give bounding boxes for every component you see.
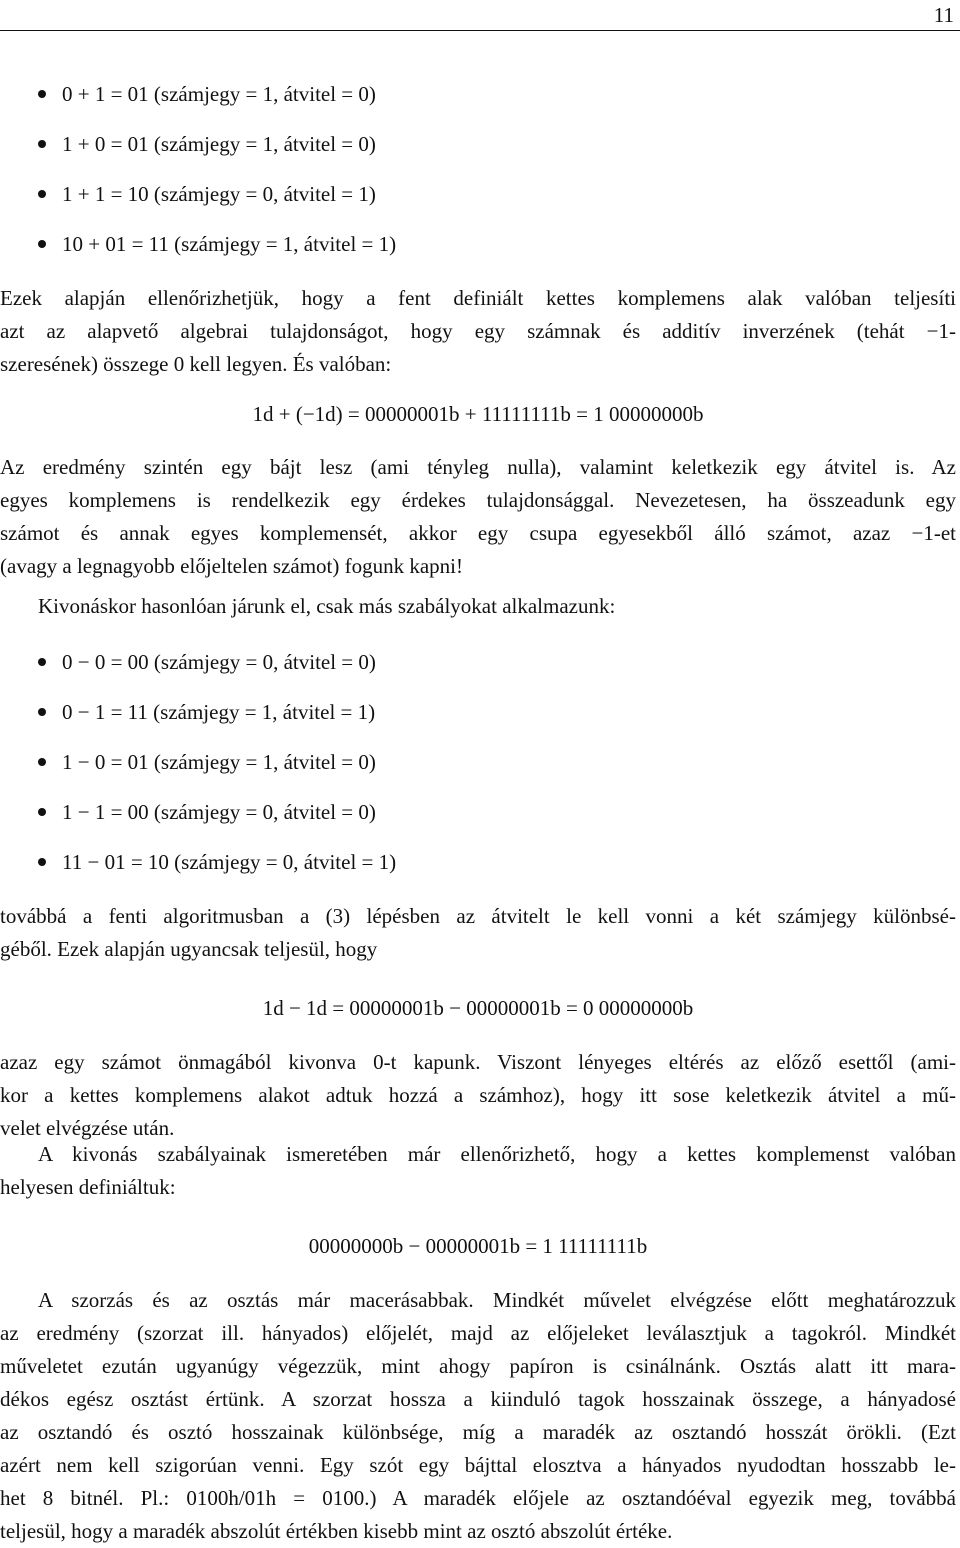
bullet-icon	[38, 858, 46, 866]
header-rule	[0, 30, 960, 31]
page-number: 11	[933, 3, 954, 27]
list-item	[38, 798, 376, 826]
list-item-text: 0 + 1 = 01 (számjegy = 1, átvitel = 0)	[62, 82, 376, 106]
list-item-text: 0 − 1 = 11 (számjegy = 1, átvitel = 1)	[62, 700, 376, 724]
list-item	[38, 748, 376, 776]
list-item-text: 1 − 1 = 00 (számjegy = 0, átvitel = 0)	[62, 800, 376, 824]
text-line: továbbá a fenti algoritmusban a (3) lépésben az átvitelt le kell vonni a két számjegy különbsé-	[0, 904, 956, 928]
bullet-icon	[38, 658, 46, 666]
bullet-icon	[38, 140, 46, 148]
bullet-icon	[38, 240, 46, 248]
list-item-text: 11 − 01 = 10 (számjegy = 0, átvitel = 1)	[62, 850, 397, 874]
bullet-icon	[38, 708, 46, 716]
text-line: Az eredmény szintén egy bájt lesz (ami tényleg nulla), valamint keletkezik egy átvitel is. Az	[0, 455, 956, 479]
list-item-text: 1 + 1 = 10 (számjegy = 0, átvitel = 1)	[62, 182, 376, 206]
list-item-text: 1 + 0 = 01 (számjegy = 1, átvitel = 0)	[62, 132, 376, 156]
bullet-icon	[38, 190, 46, 198]
paragraph-multiplication-division	[0, 1284, 956, 1548]
paragraph-subtraction-intro	[0, 590, 956, 623]
text-line: azt az alapvető algebrai tulajdonságot, hogy egy számnak és additív inverzének (tehát −1-	[0, 319, 956, 343]
list-item-text: 0 − 0 = 00 (számjegy = 0, átvitel = 0)	[62, 650, 376, 674]
text-line: számot és annak egyes komplemensét, akkor egy csupa egyesekből álló számot, azaz −1-et	[0, 521, 956, 545]
text-line: géből. Ezek alapján ugyancsak teljesül, hogy	[0, 937, 378, 961]
text-line: Ezek alapján ellenőrizhetjük, hogy a fent definiált kettes komplemens alak valóban teljesíti	[0, 286, 956, 310]
text-line: kor a kettes komplemens alakot adtuk hozzá a számhoz), hogy itt sose keletkezik átvitel a mű-	[0, 1083, 956, 1107]
text-line: az eredmény (szorzat ill. hányados) előjelét, majd az előjeleket leválasztjuk a tagokról. Mindkét	[0, 1321, 956, 1345]
formula-additive-inverse: 1d + (−1d) = 00000001b + 11111111b = 1 00000000b	[252, 402, 704, 426]
list-item-text: 10 + 01 = 11 (számjegy = 1, átvitel = 1)	[62, 232, 397, 256]
text-line: (avagy a legnagyobb előjeltelen számot) fogunk kapni!	[0, 554, 464, 578]
bullet-icon	[38, 808, 46, 816]
text-line: het 8 bitnél. Pl.: 0100h/01h = 0100.) A maradék előjele az osztandóéval egyezik meg, továbbá	[0, 1486, 956, 1510]
text-line: műveletet ezután ugyanúgy végezzük, mint ahogy papíron is csinálnánk. Osztás alatt itt mara-	[0, 1354, 956, 1378]
list-item	[38, 80, 376, 108]
text-line: A kivonás szabályainak ismeretében már ellenőrizhető, hogy a kettes komplemenst valóban	[38, 1142, 956, 1166]
text-line: helyesen definiáltuk:	[0, 1175, 176, 1199]
list-item	[38, 180, 376, 208]
text-line: teljesül, hogy a maradék abszolút értékben kisebb mint az osztó abszolút értéke.	[0, 1519, 673, 1543]
paragraph-no-carry	[0, 1046, 956, 1145]
list-item	[38, 230, 396, 258]
text-line: azért nem kell szigorúan venni. Egy szót egy bájttal elosztva a hányados nyudodtan hosszabb le-	[0, 1453, 956, 1477]
paragraph-ones-complement	[0, 451, 956, 583]
text-line: azaz egy számot önmagából kivonva 0-t kapunk. Viszont lényeges eltérés az előző esettől (ami-	[0, 1050, 956, 1074]
text-line: egyes komplemens is rendelkezik egy érdekes tulajdonsággal. Nevezetesen, ha összeadunk egy	[0, 488, 956, 512]
paragraph-check	[0, 282, 956, 381]
list-item	[38, 848, 396, 876]
formula-twos-complement-check: 00000000b − 00000001b = 1 11111111b	[308, 1234, 648, 1258]
text-line: dékos egész osztást értünk. A szorzat hossza a kiinduló tagok hosszainak összege, a hányadosé	[0, 1387, 956, 1411]
bullet-icon	[38, 758, 46, 766]
bullet-icon	[38, 90, 46, 98]
list-item	[38, 698, 375, 726]
paragraph-verification	[0, 1138, 956, 1204]
paragraph-borrow	[0, 900, 956, 966]
list-item	[38, 130, 376, 158]
text-line: szeresének) összege 0 kell legyen. És valóban:	[0, 352, 392, 376]
formula-self-subtraction: 1d − 1d = 00000001b − 00000001b = 0 00000000b	[262, 996, 694, 1020]
text-line: A szorzás és az osztás már macerásabbak. Mindkét művelet elvégzése előtt meghatározzuk	[38, 1288, 956, 1312]
text-line: az osztandó és osztó hosszainak különbsége, míg a maradék az osztandó hosszát örökli. (Ezt	[0, 1420, 956, 1444]
list-item-text: 1 − 0 = 01 (számjegy = 1, átvitel = 0)	[62, 750, 376, 774]
text-line: Kivonáskor hasonlóan járunk el, csak más szabályokat alkalmazunk:	[38, 594, 616, 618]
text-line: velet elvégzése után.	[0, 1116, 175, 1140]
list-item	[38, 648, 376, 676]
